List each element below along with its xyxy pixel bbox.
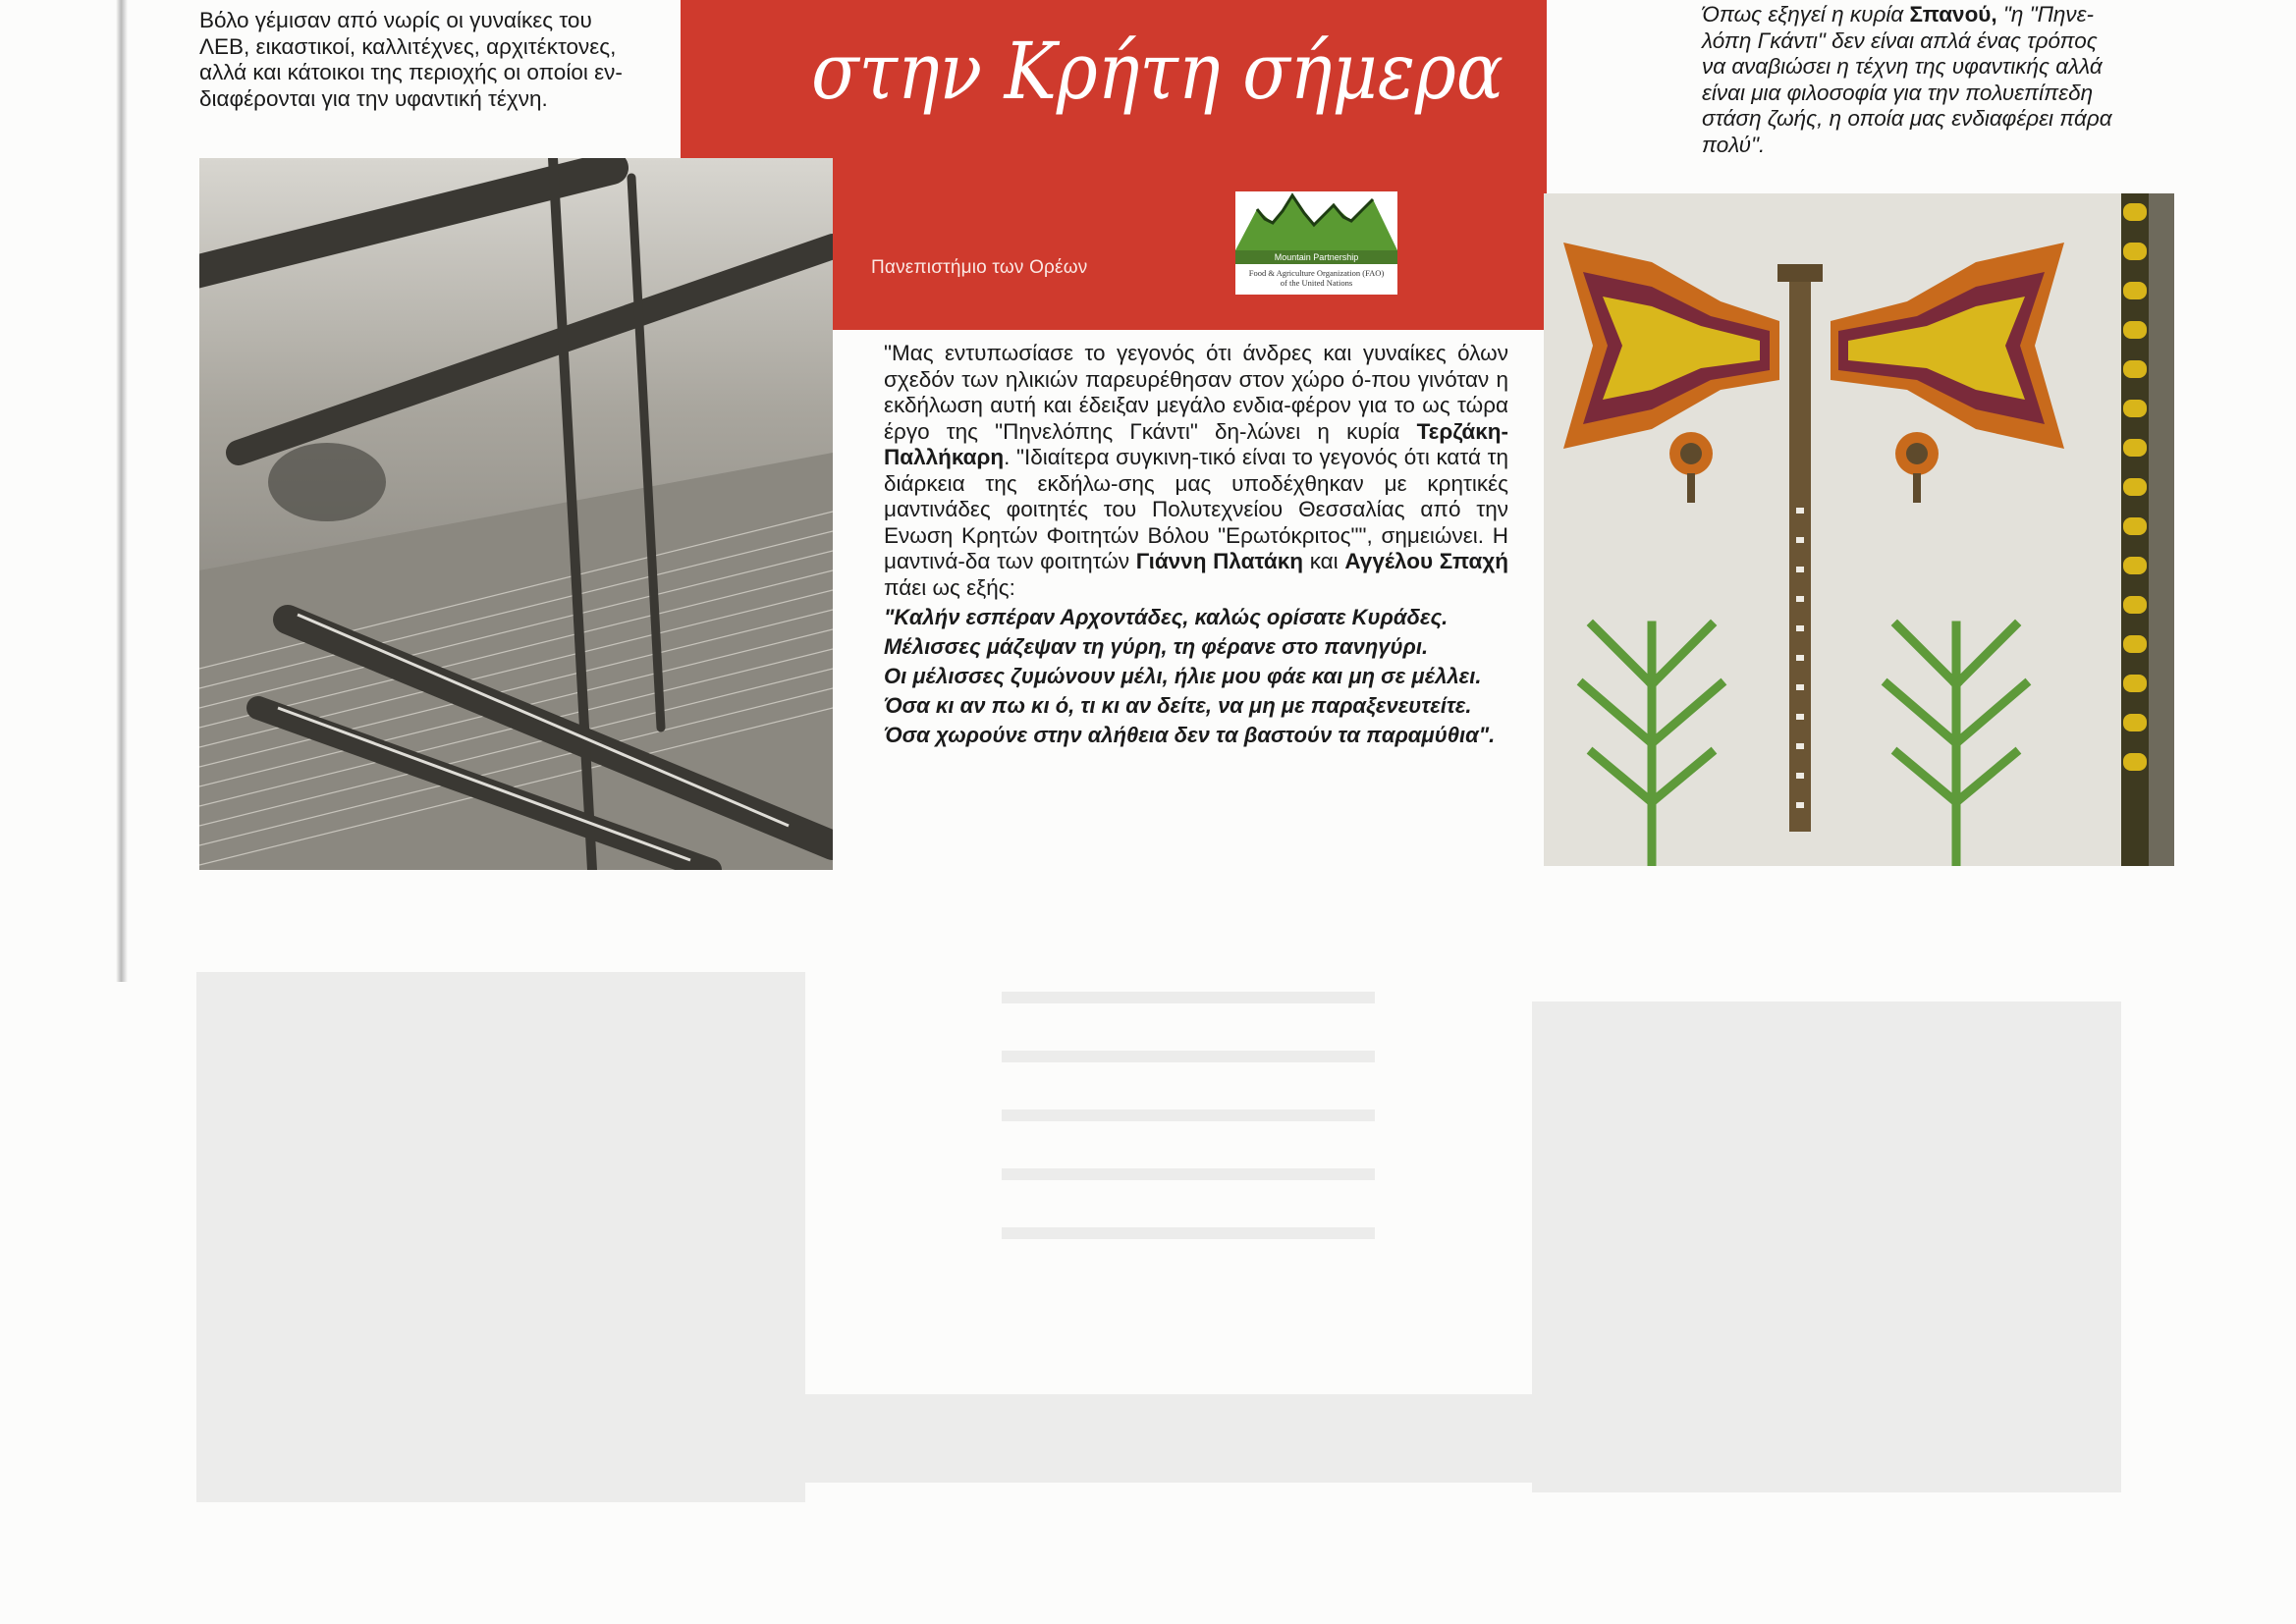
rope-border <box>2121 193 2174 866</box>
person-name: Γιάννη Πλατάκη <box>1135 549 1303 573</box>
person-name: Αγγέλου Σπαχή <box>1344 549 1509 573</box>
text-span: "η "Πηνε- <box>1996 2 2095 27</box>
text-line: είναι μια φιλοσοφία για την πολυεπίπεδη <box>1702 80 2094 105</box>
double-axe-embroidery <box>1544 193 2174 866</box>
left-column-text <box>199 8 664 112</box>
verse-line: Μέλισσες μάζεψαν τη γύρη, τη φέρανε στο πανηγύρι. <box>884 634 1429 659</box>
loom-illustration <box>199 158 833 870</box>
mountain-partnership-logo <box>1235 191 1397 295</box>
right-column-text <box>1702 2 2176 158</box>
scan-edge <box>116 0 128 982</box>
text-line <box>1702 2 2176 28</box>
banner-tagline: Πανεπιστήμιο των Ορέων <box>871 257 1088 278</box>
text-span: "Μας εντυπωσίασε το γεγονός ότι άνδρες και γυναίκες όλων σχεδόν των ηλικιών παρευρέθησαν στον χώρο ό-που γινόταν η εκδήλωση αυτή και έδειξαν μεγάλο ενδια-φέρον για το ως τώρα έργο της "Πηνελόπης Γκάντι" δη-λώνει η κυρία <box>884 341 1508 444</box>
text-line: πολύ". <box>1702 132 1766 157</box>
text-line: ΛΕΒ, εικαστικοί, καλλιτέχνες, αρχιτέκτονες, <box>199 33 617 59</box>
logo-name: Mountain Partnership <box>1235 250 1397 264</box>
verse-line: Οι μέλισσες ζυμώνουν μέλι, ήλιε μου φάε και μη σε μέλλει. <box>884 664 1482 688</box>
verse-line: Όσα χωρούνε στην αλήθεια δεν τα βαστούν τα παραμύθια". <box>884 723 1496 747</box>
text-span: πάει ως εξής: <box>884 574 1015 600</box>
weaving-photo <box>1544 193 2174 866</box>
text-line: αλλά και κάτοικοι της περιοχής οι οποίοι εν- <box>199 60 623 84</box>
text-line: να αναβιώσει η τέχνη της υφαντικής αλλά <box>1702 54 2103 79</box>
text-line: λόπη Γκάντι" δεν είναι απλά ένας τρόπος <box>1702 27 2098 53</box>
quote-paragraph <box>884 341 1508 601</box>
text-span: και <box>1303 549 1345 573</box>
text-line: στάση ζωής, η οποία μας ενδιαφέρει πάρα <box>1702 106 2112 131</box>
mantinada-verse <box>884 603 1508 750</box>
mountain-icon <box>1235 191 1397 250</box>
logo-subtitle-line1: Food & Agriculture Organization (FAO) <box>1248 268 1385 278</box>
person-name: Σπανού, <box>1909 2 1997 27</box>
headline-text: στην Κρήτη σήμερα <box>811 26 1503 117</box>
bleed-through <box>196 972 2210 1581</box>
logo-subtitle <box>1235 268 1397 288</box>
headline <box>811 8 1518 126</box>
text-span: Όπως εξηγεί η κυρία <box>1702 2 1910 27</box>
logo-subtitle-line2: of the United Nations <box>1280 278 1353 288</box>
text-line: Βόλο γέμισαν από νωρίς οι γυναίκες του <box>199 8 592 32</box>
verse-line: Όσα κι αν πω κι ό, τι κι αν δείτε, να μη με παραξενευτείτε. <box>884 693 1472 718</box>
center-column <box>884 341 1508 750</box>
loom-photo <box>199 158 833 870</box>
text-span: . "Ιδιαίτερα συγκινη-τικό είναι το γεγονός ότι κατά τη διάρκεια της εκδήλω-σης μας υποδέχθηκαν με κρητικές μαντινάδες φοιτητές του Πολυτεχνείου Θεσσαλίας από την Ενωση Κρητών Φοιτητών Βόλου "Ερωτόκριτος"", σημειώνει. Η μαντινά-δα των φοιτητών <box>884 445 1508 573</box>
verse-line: "Καλήν εσπέραν Αρχοντάδες, καλώς ορίσατε Κυράδες. <box>884 605 1449 629</box>
person-name: Τερζάκη-Παλλήκαρη <box>884 418 1508 469</box>
text-line: διαφέρονται για την υφαντική τέχνη. <box>199 85 548 111</box>
